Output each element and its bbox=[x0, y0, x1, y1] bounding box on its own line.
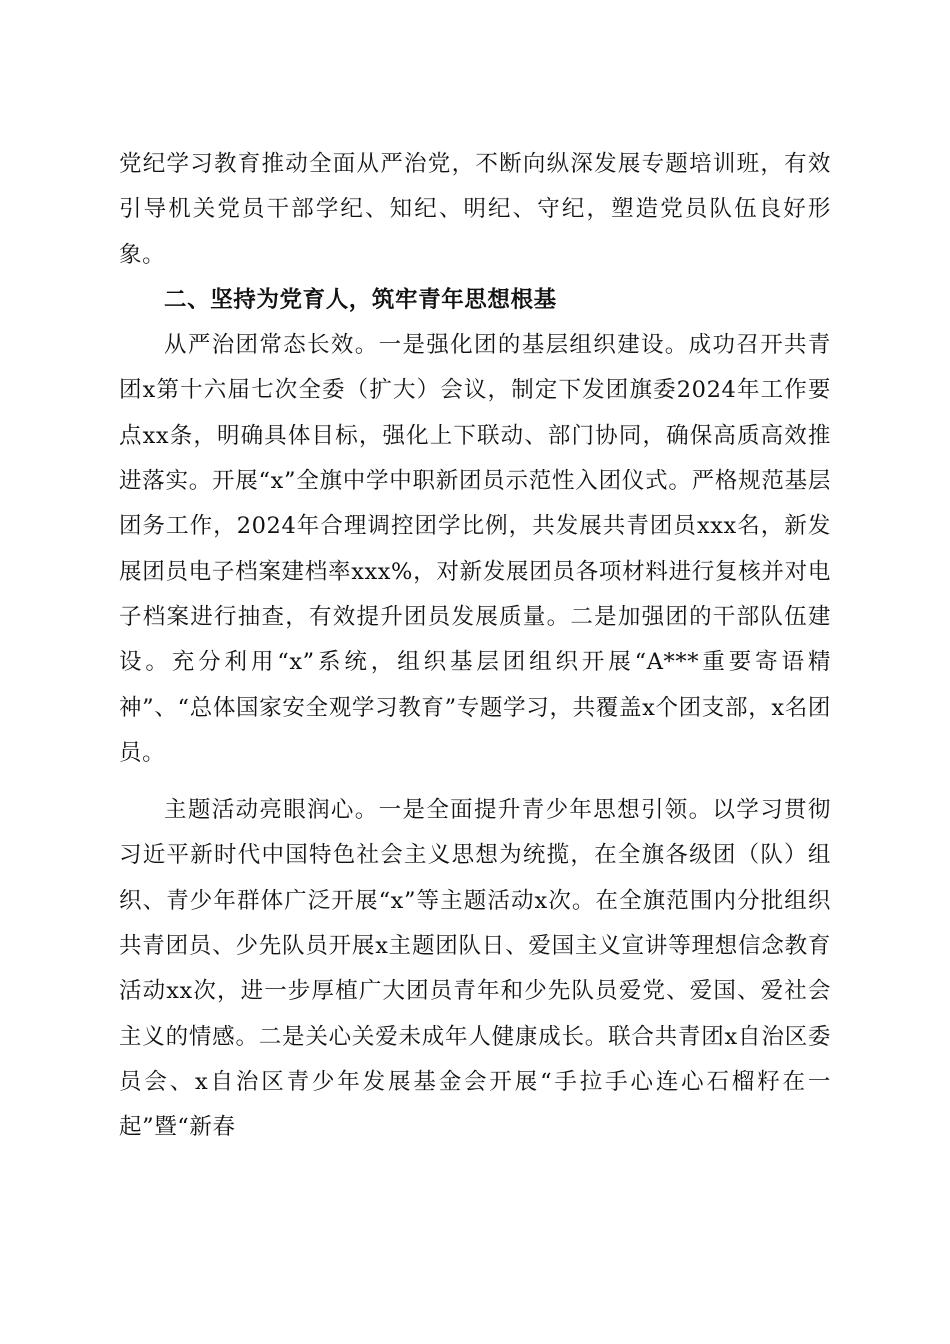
section-heading: 二、坚持为党育人，筑牢青年思想根基 bbox=[164, 286, 557, 313]
paragraph-spacer bbox=[119, 776, 831, 788]
intro-paragraph: 党纪学习教育推动全面从严治党，不断向纵深发展专题培训班，有效引导机关党员干部学纪、知纪、明纪、守纪，塑造党员队伍良好形象。 bbox=[119, 151, 831, 268]
body-paragraph-1: 从严治团常态长效。一是强化团的基层组织建设。成功召开共青团x第十六届七次全委（扩大）会议，制定下发团旗委2024年工作要点xx条，明确具体目标，强化上下联动、部门协同，确保高质高效推进落实。开展“x”全旗中学中职新团员示范性入团仪式。严格规范基层团务工作，2024年合理调控团学比例，共发展共青团员xxx名，新发展团员电子档案建档率xxx%，对新发展团员各项材料进行复核并对电子档案进行抽查，有效提升团员发展质量。二是加强团的干部队伍建设。充分利用“x”系统，组织基层团组织开展“A***重要寄语精神”、“总体国家安全观学习教育”专题学习，共覆盖x个团支部，x名团员。 bbox=[119, 332, 831, 766]
body-paragraph-2: 主题活动亮眼润心。一是全面提升青少年思想引领。以学习贯彻习近平新时代中国特色社会主义思想为统揽，在全旗各级团（队）组织、青少年群体广泛开展“x”等主题活动x次。在全旗范围内分批组织共青团员、少先队员开展x主题团队日、爱国主义宣讲等理想信念教育活动xx次，进一步厚植广大团员青年和少先队员爱党、爱国、爱社会主义的情感。二是关心关爱未成年人健康成长。联合共青团x自治区委员会、x自治区青少年发展基金会开展“手拉手心连心石榴籽在一起”暨“新春 bbox=[119, 797, 831, 1141]
document-body bbox=[119, 142, 831, 1151]
